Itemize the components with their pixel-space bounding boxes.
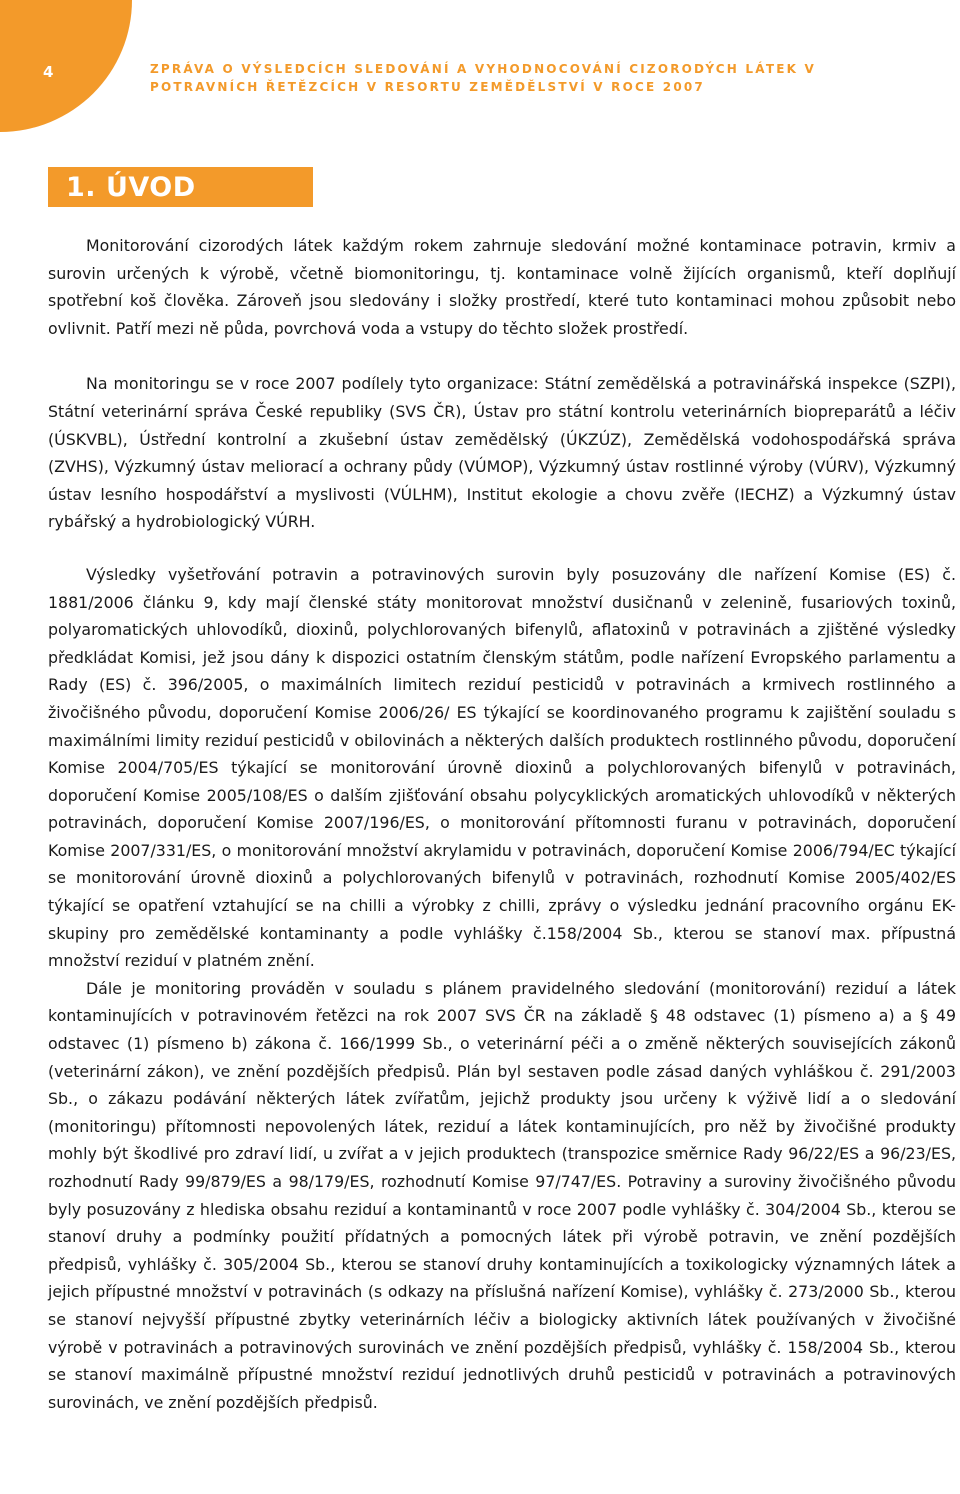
running-header: ZPRÁVA O VÝSLEDCÍCH SLEDOVÁNÍ A VYHODNOCOVÁNÍ CIZORODÝCH LÁTEK V POTRAVNÍCH ŘETĚZCÍCH V RESORTU ZEMĚDĚLSTVÍ V ROCE 2007 [150, 62, 816, 94]
paragraph-regulations: Výsledky vyšetřování potravin a potravinových surovin byly posuzovány dle nařízení Komise (ES) č. 1881/2006 článku 9, kdy mají členské státy monitorovat množství dusičnanů v zelenině, fusariových toxinů, polyaromatických uhlovodíků, dioxinů, polychlorovaných bifenylů, aflatoxinů v potravinách a zjištěné výsledky předkládat Komisi, jež jsou dány k dispozici ostatním členským státům, podle nařízení Evropského parlamentu a Rady (ES) č. 396/2005, o maximálních limitech reziduí pesticidů v potravinách a krmivech rostlinného a živočišného původu, doporučení Komise 2006/26/ ES týkající se koordinovaného programu k zajištění souladu s maximálními limity reziduí pesticidů v obilovinách a některých dalších produktech rostlinného původu, doporučení Komise 2004/705/ES týkající se monitorování úrovně dioxinů a polychlorovaných bifenylů v potravinách, doporučení Komise 2005/108/ES o dalším zjišťování obsahu polycyklických aromatických uhlovodíků v některých potravinách, doporučení Komise 2007/196/ES, o monitorování přítomnosti furanu v potravinách, doporučení Komise 2007/331/ES, o monitorování množství akrylamidu v potravinách, doporučení Komise 2006/794/EC týkající se monitorování úrovně dioxinů a polychlorovaných bifenylů v potravinách, rozhodnutí Komise 2005/402/ES týkající se opatření vztahující se na chilli a výrobky z chilli, zprávy o výsledku jednání pracovního orgánu EK- skupiny pro zemědělské kontaminanty a podle vyhlášky č.158/2004 Sb., kterou se stanoví max. přípustná množství reziduí v platném znění. [48, 564, 956, 971]
section-title: 1. ÚVOD [66, 172, 196, 203]
body-text [48, 232, 956, 1416]
page-corner-tab [0, 0, 132, 132]
paragraph-organizations: Na monitoringu se v roce 2007 podílely tyto organizace: Státní zemědělská a potravinářská inspekce (SZPI), Státní veterinární správa České republiky (SVS ČR), Ústav pro státní kontrolu veterinárních biopreparátů a léčiv (ÚSKVBL), Ústřední kontrolní a zkušební ústav zemědělský (ÚKZÚZ), Zemědělská vodohospodářská správa (ZVHS), Výzkumný ústav meliorací a ochrany půdy (VÚMOP), Výzkumný ústav rostlinné výroby (VÚRV), Výzkumný ústav lesního hospodářství a myslivosti (VÚLHM), Institut ekologie a chovu zvěře (IECHZ) a Výzkumný ústav rybářský a hydrobiologický VÚRH. [48, 374, 956, 532]
page-number: 4 [43, 63, 54, 81]
paragraph-intro: Monitorování cizorodých látek každým rokem zahrnuje sledování možné kontaminace potravin, krmiv a surovin určených k výrobě, včetně biomonitoringu, tj. kontaminace volně žijících organismů, kteří doplňují spotřební koš člověka. Zároveň jsou sledovány i složky prostředí, které tuto kontaminaci mohou způsobit nebo ovlivnit. Patří mezi ně půda, povrchová voda a vstupy do těchto složek prostředí. [48, 236, 956, 338]
paragraph-monitoring-plan: Dále je monitoring prováděn v souladu s plánem pravidelného sledování (monitorování) reziduí a látek kontaminujících v potravinovém řetězci na rok 2007 SVS ČR na základě § 48 odstavec (1) písmeno a) a § 49 odstavec (1) písmeno b) zákona č. 166/1999 Sb., o veterinární péči a o změně některých souvisejících zákonů (veterinární zákon), ve znění pozdějších předpisů. Plán byl sestaven podle zásad daných vyhláškou č. 291/2003 Sb., o zákazu podávání některých látek zvířatům, jejichž produkty jsou určeny k výživě lidí a o sledování (monitoringu) přítomnosti nepovolených látek, reziduí a látek kontaminujících, pro něž by živočišné produkty mohly být škodlivé pro zdraví lidí, u zvířat a v jejich produktech (transpozice směrnice Rady 96/22/ES a 96/23/ES, rozhodnutí Rady 99/879/ES a 98/179/ES, rozhodnutí Komise 97/747/ES. Potraviny a suroviny živočišného původu byly posuzovány z hlediska obsahu reziduí a kontaminantů v roce 2007 podle vyhlášky č. 304/2004 Sb., kterou se stanoví druhy a podmínky použití přídatných a pomocných látek při výrobě potravin, ve znění pozdějších předpisů, vyhlášky č. 305/2004 Sb., kterou se stanoví druhy kontaminujících a toxikologicky významných látek a jejich přípustné množství v potravinách (s odkazy na příslušná nařízení Komise), vyhlášky č. 273/2000 Sb., kterou se stanoví nejvyšší přípustné zbytky veterinárních léčiv a biologicky aktivních látek používaných v živočišné výrobě v potravinách a potravinových surovinách ve znění pozdějších předpisů, vyhlášky č. 158/2004 Sb., kterou se stanoví maximálně přípustné množství reziduí jednotlivých druhů pesticidů v potravinách a potravinových surovinách, ve znění pozdějších předpisů. [48, 978, 956, 1412]
